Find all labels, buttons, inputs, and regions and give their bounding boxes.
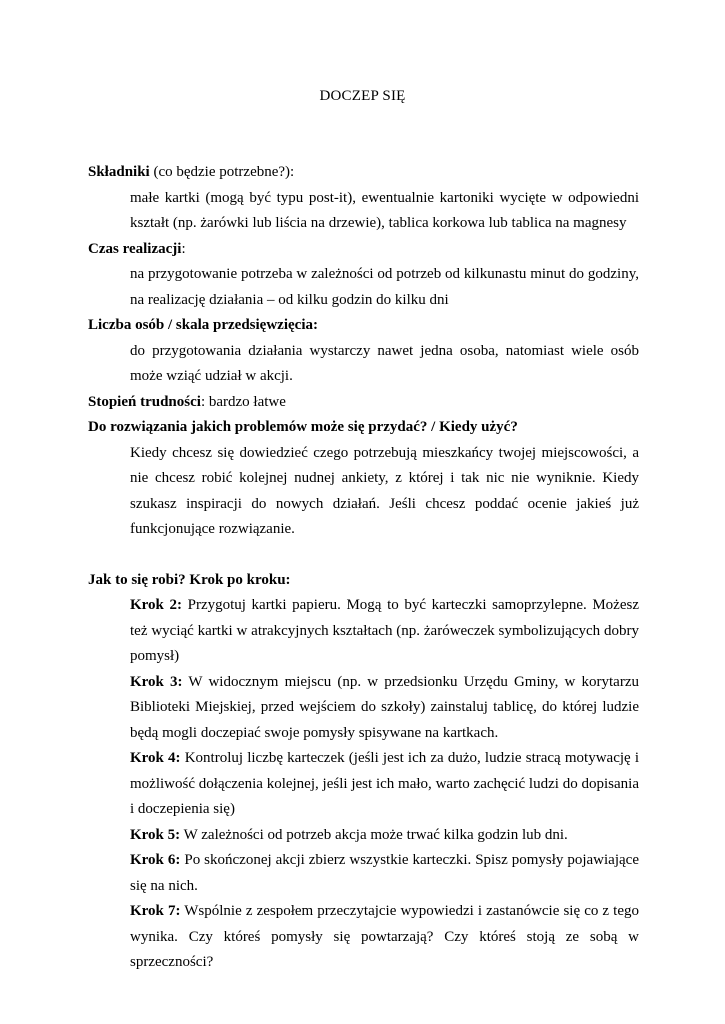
document-title: DOCZEP SIĘ [319, 88, 406, 104]
step-text: Po skończonej akcji zbierz wszystkie karteczki. Spisz pomysły pojawiające się na nich. [130, 852, 639, 894]
section-problemy-text: Kiedy chcesz się dowiedzieć czego potrzebują mieszkańcy twojej miejscowości, a nie chcesz robić kolejnej nudnej ankiety, z której i tak nic nie wyniknie. Kiedy szukasz inspiracji do nowych działań. Jeśli chcesz poddać ocenie jakieś już funkcjonujące rozwiązanie. [130, 444, 639, 537]
step-text: W widocznym miejscu (np. w przedsionku Urzędu Gminy, w korytarzu Biblioteki Miejskiej, przed wejściem do szkoły) zainstaluj tablicę, do której ludzie będą mogli doczepiać swoje pomysły spisywane na kartkach. [130, 673, 639, 741]
section-label: Stopień trudności [88, 393, 201, 410]
spacer [88, 543, 639, 568]
step-text: Przygotuj kartki papieru. Mogą to być karteczki samoprzylepne. Możesz też wyciąć kartki w atrakcyjnych kształtach (np. żaróweczek symbolizujących dobry pomysł) [130, 597, 639, 664]
step-label: Krok 6: [130, 852, 181, 868]
section-skladniki-heading [88, 160, 639, 186]
document-body [88, 160, 639, 976]
step-item [130, 823, 639, 849]
section-czas-heading [88, 237, 639, 263]
section-suffix: : bardzo łatwe [200, 393, 286, 410]
section-problemy-heading: Do rozwiązania jakich problemów może się przydać? / Kiedy użyć? [88, 419, 518, 435]
step-text: W zależności od potrzeb akcja może trwać kilka godzin lub dni. [180, 826, 568, 843]
section-czas-text: na przygotowanie potrzeba w zależności od potrzeb od kilkunastu minut do godziny, na realizację działania – od kilku godzin do kilku dni [130, 266, 639, 308]
step-item [130, 670, 639, 747]
step-text: Kontroluj liczbę karteczek (jeśli jest ich za dużo, ludzie stracą motywację i możliwość dołączenia kolejnej, jeśli jest ich mało, warto zachęcić ludzi do dopisania i doczepienia się) [130, 750, 639, 817]
section-liczba-text: do przygotowania działania wystarczy nawet jedna osoba, natomiast wiele osób może wziąć udział w akcji. [130, 342, 639, 384]
section-suffix: (co będzie potrzebne?): [149, 164, 295, 180]
section-label: Składniki [88, 164, 150, 180]
step-label: Krok 2: [130, 597, 182, 613]
section-kroki-heading: Jak to się robi? Krok po kroku: [88, 571, 291, 588]
step-item [130, 746, 639, 823]
section-liczba-heading: Liczba osób / skala przedsięwzięcia: [88, 317, 318, 333]
section-suffix: : [181, 240, 186, 257]
step-item [130, 899, 639, 976]
step-label: Krok 3: [130, 673, 183, 690]
step-item [130, 593, 639, 670]
step-label: Krok 5: [130, 826, 181, 843]
step-label: Krok 4: [130, 750, 181, 766]
step-label: Krok 7: [130, 903, 181, 919]
section-skladniki-text: małe kartki (mogą być typu post-it), ewentualnie kartoniki wycięte w odpowiedni kształt (np. żarówki lub liścia na drzewie), tablica korkowa lub tablica na magnesy [130, 189, 639, 231]
section-trudnosc-heading [88, 390, 639, 416]
step-item [130, 848, 639, 899]
step-text: Wspólnie z zespołem przeczytajcie wypowiedzi i zastanówcie się co z tego wynika. Czy któreś pomysły się powtarzają? Czy któreś stoją ze sobą w sprzeczności? [130, 903, 639, 970]
section-label: Czas realizacji [88, 240, 182, 257]
